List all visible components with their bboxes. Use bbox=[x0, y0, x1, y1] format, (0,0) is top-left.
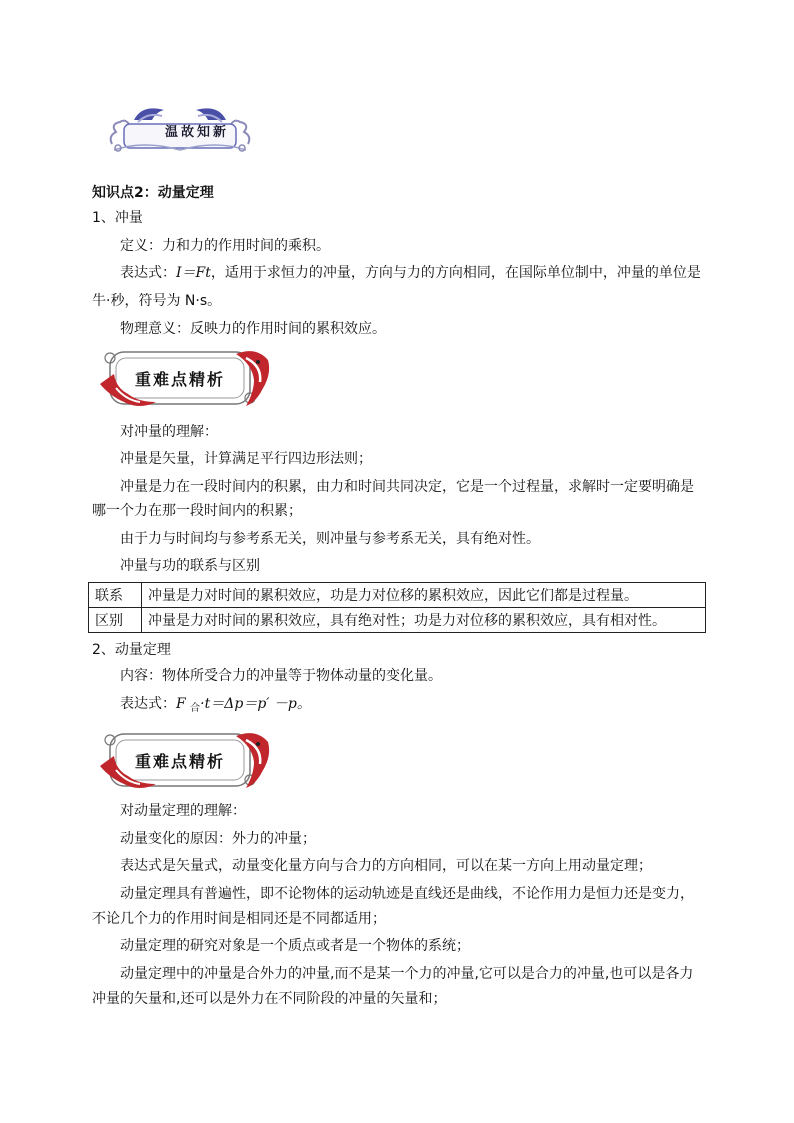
theorem-note-3b: 不论几个力的作用时间是相同还是不同都适用； bbox=[92, 911, 386, 927]
table-row bbox=[89, 583, 706, 608]
key-points-badge-label: 重难点精析 bbox=[134, 369, 225, 389]
table-caption: 冲量与功的联系与区别 bbox=[120, 558, 260, 574]
table-row-label: 联系 bbox=[89, 583, 142, 608]
impulse-formula: I＝Ft bbox=[176, 265, 211, 281]
theorem-note-5b: 冲量的矢量和,还可以是外力在不同阶段的冲量的矢量和； bbox=[92, 991, 447, 1007]
section-title: 知识点2：动量定理 bbox=[92, 185, 214, 201]
key-points-badge bbox=[96, 344, 274, 412]
impulse-note-2a: 冲量是力在一段时间内的积累，由力和时间共同决定，它是一个过程量，求解时一定要明确是 bbox=[120, 479, 694, 495]
theorem-note-3a: 动量定理具有普遍性，即不论物体的运动轨迹是直线还是曲线，不论作用力是恒力还是变力， bbox=[120, 886, 694, 902]
theorem-formula-subscript: 合 bbox=[190, 703, 201, 714]
key-points-badge bbox=[96, 726, 274, 794]
theorem-heading: 2、动量定理 bbox=[92, 642, 171, 658]
theorem-note-2: 表达式是矢量式，动量变化量方向与合力的方向相同，可以在某一方向上用动量定理； bbox=[120, 858, 652, 874]
theorem-content: 内容：物体所受合力的冲量等于物体动量的变化量。 bbox=[120, 668, 442, 684]
impulse-heading: 1、冲量 bbox=[92, 210, 143, 226]
impulse-expression-prefix: 表达式： bbox=[120, 265, 176, 281]
table-row-text: 冲量是力对时间的累积效应，功是力对位移的累积效应，因此它们都是过程量。 bbox=[142, 583, 706, 608]
theorem-formula-rest: ·t＝Δp＝p′ －p。 bbox=[200, 696, 311, 712]
key-points-badge-label: 重难点精析 bbox=[134, 751, 225, 771]
impulse-note-1: 冲量是矢量，计算满足平行四边形法则； bbox=[120, 451, 372, 467]
theorem-note-1: 动量变化的原因：外力的冲量； bbox=[120, 831, 316, 847]
theorem-expression bbox=[120, 694, 311, 719]
theorem-note-5a: 动量定理中的冲量是合外力的冲量,而不是某一个力的冲量,它可以是合力的冲量,也可以是各力 bbox=[120, 966, 694, 982]
table-row bbox=[89, 608, 706, 633]
table-row-label: 区别 bbox=[89, 608, 142, 633]
impulse-notes-intro: 对冲量的理解： bbox=[120, 424, 218, 440]
impulse-meaning: 物理意义：反映力的作用时间的累积效应。 bbox=[120, 321, 386, 337]
impulse-note-2b: 哪一个力在那一段时间内的积累； bbox=[92, 503, 302, 519]
impulse-definition: 定义：力和力的作用时间的乘积。 bbox=[120, 238, 330, 254]
impulse-expression-rest: ，适用于求恒力的冲量，方向与力的方向相同，在国际单位制中，冲量的单位是 bbox=[210, 265, 701, 281]
impulse-expression-cont: 牛·秒，符号为 N·s。 bbox=[92, 293, 222, 309]
theorem-note-4: 动量定理的研究对象是一个质点或者是一个物体的系统； bbox=[120, 938, 470, 954]
comparison-table bbox=[88, 582, 706, 633]
review-badge-label: 温故知新 bbox=[164, 124, 229, 140]
review-badge bbox=[104, 100, 256, 156]
impulse-note-3: 由于力与时间均与参考系无关，则冲量与参考系无关，具有绝对性。 bbox=[120, 531, 540, 547]
theorem-notes-intro: 对动量定理的理解： bbox=[120, 803, 246, 819]
table-row-text: 冲量是力对时间的累积效应，具有绝对性；功是力对位移的累积效应，具有相对性。 bbox=[142, 608, 706, 633]
theorem-expression-prefix: 表达式： bbox=[120, 696, 176, 712]
theorem-formula-force: F bbox=[176, 696, 186, 712]
impulse-expression bbox=[120, 263, 701, 283]
